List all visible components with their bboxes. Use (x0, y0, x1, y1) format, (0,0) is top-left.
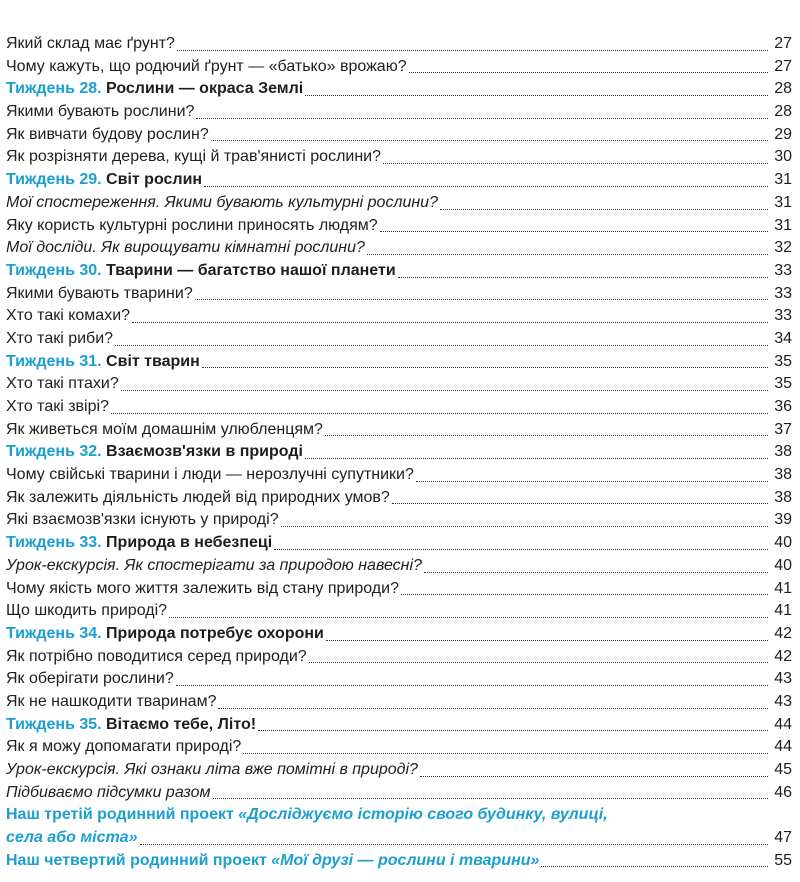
page-number: 41 (774, 602, 792, 620)
dot-leader (213, 798, 769, 799)
toc-entry[interactable] (6, 555, 792, 578)
dot-leader (367, 254, 768, 255)
toc-entry-title: Мої спостереження. Якими бувають культурні рослини? (6, 193, 438, 211)
toc-week-heading[interactable] (6, 78, 792, 101)
page-number: 34 (774, 329, 792, 347)
page-number: 33 (774, 284, 792, 302)
toc-entry-title: Як потрібно поводитися серед природи? (6, 647, 307, 665)
toc-entry[interactable] (6, 56, 792, 79)
toc-entry-title: Як залежить діяльність людей від природних умов? (6, 488, 390, 506)
toc-week-heading[interactable] (6, 169, 792, 192)
dot-leader (305, 95, 768, 96)
dot-leader (392, 503, 768, 504)
week-title: Вітаємо тебе, Літо! (106, 715, 257, 733)
dot-leader (218, 708, 768, 709)
toc-entry[interactable] (6, 668, 792, 691)
toc-entry-title: Які взаємозв'язки існують у природі? (6, 511, 279, 529)
page-number: 44 (774, 738, 792, 756)
project-prefix: Наш четвертий родинний проект (6, 851, 272, 869)
toc-entry-title: Як я можу допомагати природі? (6, 738, 242, 756)
toc-week-heading[interactable] (6, 260, 792, 283)
toc-entry[interactable] (6, 419, 792, 442)
toc-entry[interactable] (6, 283, 792, 306)
page-number: 39 (774, 511, 792, 529)
toc-entry-title (6, 441, 303, 464)
toc-entry-title: Хто такі комахи? (6, 307, 131, 325)
toc-entry-title: Підбиваємо підсумки разом (6, 783, 211, 801)
toc-entry[interactable] (6, 237, 792, 260)
toc-entry[interactable] (6, 396, 792, 419)
page-number: 38 (774, 443, 792, 461)
toc-project-entry[interactable] (6, 804, 792, 849)
page-number: 35 (774, 375, 792, 393)
toc-entry-title: Чому якість мого життя залежить від стану природи? (6, 579, 399, 597)
toc-entry-title: Урок-екскурсія. Які ознаки літа вже помітні в природі? (6, 761, 418, 778)
project-title-line2: села або міста» (6, 829, 138, 847)
dot-leader (140, 844, 768, 845)
page-number: 33 (774, 307, 792, 325)
page-number: 33 (774, 261, 792, 279)
dot-leader (541, 866, 768, 867)
page-number: 38 (774, 466, 792, 484)
toc-entry[interactable] (6, 146, 792, 169)
week-title: Природа в небезпеці (106, 534, 273, 552)
toc-entry-title (6, 850, 539, 873)
toc-entry-title: Хто такі птахи? (6, 375, 119, 393)
page-number: 37 (774, 420, 792, 438)
page-number: 27 (774, 57, 792, 75)
dot-leader (169, 617, 768, 618)
dot-leader (258, 730, 768, 731)
toc-entry-title: Як вивчати будову рослин? (6, 125, 209, 143)
toc-entry-title (6, 78, 303, 101)
dot-leader (305, 458, 768, 459)
toc-entry[interactable] (6, 192, 792, 215)
dot-leader (309, 662, 768, 663)
page-number: 30 (774, 148, 792, 166)
dot-leader (176, 685, 768, 686)
page-number: 42 (774, 647, 792, 665)
dot-leader (409, 72, 768, 73)
toc-entry[interactable] (6, 759, 792, 782)
toc-entry-title (6, 714, 256, 737)
dot-leader (204, 186, 768, 187)
toc-entry-title (6, 532, 272, 555)
week-title: Взаємозв'язки в природі (106, 443, 303, 461)
week-label: Тиждень 34. (6, 624, 102, 642)
dot-leader (424, 572, 768, 573)
project-title-line1: «Досліджуємо історію свого будинку, вулиці, (238, 806, 608, 824)
toc-entry-title: Хто такі риби? (6, 329, 114, 347)
toc-week-heading[interactable] (6, 714, 792, 737)
dot-leader (416, 481, 768, 482)
dot-leader (121, 390, 768, 391)
page-number: 44 (774, 715, 792, 733)
toc-entry-title (6, 351, 200, 374)
toc-entry[interactable] (6, 464, 792, 487)
page-number: 55 (774, 851, 792, 869)
toc-entry-title (6, 623, 324, 646)
page-number: 31 (774, 216, 792, 234)
week-label: Тиждень 30. (6, 261, 102, 279)
week-title: Природа потребує охорони (106, 624, 324, 642)
dot-leader (195, 299, 768, 300)
toc-entry[interactable] (6, 328, 792, 351)
page-number: 42 (774, 624, 792, 642)
page-number: 40 (774, 556, 792, 574)
toc-entry[interactable] (6, 487, 792, 510)
toc-entry-title: Який склад має ґрунт? (6, 35, 175, 52)
toc-entry[interactable] (6, 33, 792, 56)
page-number: 47 (774, 829, 792, 847)
project-title: «Мої друзі — рослини і тварини» (271, 851, 540, 869)
dot-leader (132, 322, 768, 323)
dot-leader (281, 526, 768, 527)
page-number: 45 (774, 761, 792, 778)
dot-leader (380, 231, 768, 232)
dot-leader (177, 50, 768, 51)
week-label: Тиждень 28. (6, 80, 102, 98)
dot-leader (326, 640, 768, 641)
dot-leader (383, 163, 768, 164)
dot-leader (325, 435, 768, 436)
dot-leader (398, 277, 768, 278)
page-number: 27 (774, 35, 792, 52)
toc-week-heading[interactable] (6, 441, 792, 464)
toc-entry[interactable] (6, 646, 792, 669)
page-number: 28 (774, 80, 792, 98)
toc-entry[interactable] (6, 373, 792, 396)
toc-entry-title: Чому кажуть, що родючий ґрунт — «батько» врожаю? (6, 57, 407, 75)
toc-entry-title: Яку користь культурні рослини приносять людям? (6, 216, 378, 234)
page-number: 32 (774, 239, 792, 257)
toc-entry[interactable] (6, 305, 792, 328)
week-label: Тиждень 33. (6, 534, 102, 552)
page-number: 40 (774, 534, 792, 552)
toc-entry[interactable] (6, 124, 792, 147)
page-number: 46 (774, 783, 792, 801)
week-label: Тиждень 35. (6, 715, 102, 733)
toc-entry-title: Хто такі звірі? (6, 398, 109, 415)
toc-entry[interactable] (6, 578, 792, 601)
toc-entry-title: Якими бувають рослини? (6, 103, 195, 121)
toc-entry[interactable] (6, 736, 792, 759)
dot-leader (243, 753, 768, 754)
dot-leader (196, 118, 768, 119)
toc-entry-title: Урок-екскурсія. Як спостерігати за природою навесні? (6, 556, 422, 574)
page-number: 38 (774, 488, 792, 506)
dot-leader (401, 594, 768, 595)
dot-leader (274, 549, 768, 550)
page-number: 31 (774, 171, 792, 189)
week-title: Світ рослин (106, 171, 203, 189)
dot-leader (440, 209, 768, 210)
toc-entry-title: Мої досліди. Як вирощувати кімнатні рослини? (6, 239, 365, 257)
toc-entry-title (6, 260, 396, 283)
week-title: Рослини — окраса Землі (106, 80, 304, 98)
toc-entry-title: Як оберігати рослини? (6, 670, 174, 688)
page-number: 29 (774, 125, 792, 143)
dot-leader (211, 140, 768, 141)
week-title: Світ тварин (106, 352, 200, 370)
page-number: 35 (774, 352, 792, 370)
page-number: 28 (774, 103, 792, 121)
project-prefix: Наш третій родинний проект (6, 806, 239, 824)
toc-project-entry[interactable] (6, 850, 792, 873)
dot-leader (202, 367, 768, 368)
toc-entry[interactable] (6, 600, 792, 623)
page-number: 31 (774, 193, 792, 211)
week-title: Тварини — багатство нашої планети (106, 261, 396, 279)
page-number: 41 (774, 579, 792, 597)
toc-week-heading[interactable] (6, 623, 792, 646)
toc-entry-title: Чому свійські тварини і люди — нерозлучні супутники? (6, 466, 414, 484)
toc-entry-title: Якими бувають тварини? (6, 284, 193, 302)
week-label: Тиждень 32. (6, 443, 102, 461)
week-label: Тиждень 31. (6, 352, 102, 370)
toc-entry-title: Як не нашкодити тваринам? (6, 692, 217, 710)
toc-entry-title: Що шкодить природі? (6, 602, 168, 620)
page-number: 36 (774, 398, 792, 415)
dot-leader (420, 776, 768, 777)
table-of-contents (6, 33, 792, 872)
dot-leader (111, 413, 768, 414)
dot-leader (115, 345, 768, 346)
page-number: 43 (774, 692, 792, 710)
toc-entry[interactable] (6, 691, 792, 714)
toc-week-heading[interactable] (6, 532, 792, 555)
toc-entry-title: Як розрізняти дерева, кущі й трав'янисті рослини? (6, 148, 382, 166)
toc-entry-title (6, 169, 202, 192)
toc-entry[interactable] (6, 101, 792, 124)
toc-entry-title: Як живеться моїм домашнім улюбленцям? (6, 420, 323, 438)
toc-entry[interactable] (6, 782, 792, 805)
toc-entry[interactable] (6, 509, 792, 532)
toc-entry[interactable] (6, 215, 792, 238)
week-label: Тиждень 29. (6, 171, 102, 189)
page-number: 43 (774, 670, 792, 688)
toc-week-heading[interactable] (6, 351, 792, 374)
